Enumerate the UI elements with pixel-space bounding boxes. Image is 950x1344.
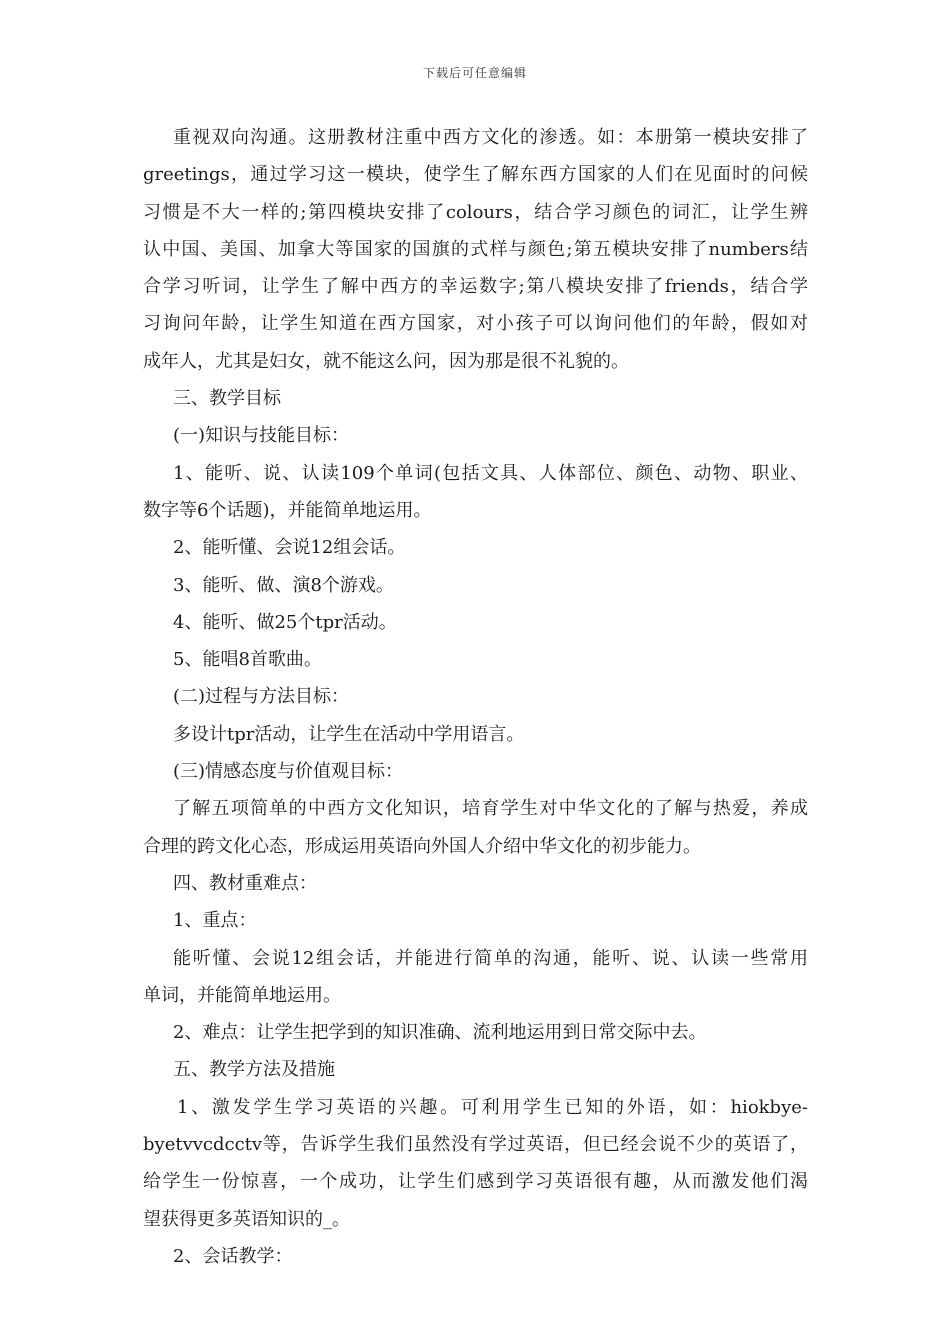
text-line: 3、能听、做、演8个游戏。	[173, 574, 394, 596]
text-line: 习惯是不大一样的;第四模块安排了colours，结合学习颜色的词汇，让学生辨	[143, 201, 808, 223]
text-line: 5、能唱8首歌曲。	[173, 649, 322, 671]
text-line: 能听懂、会说12组会话，并能进行简单的沟通，能听、说、认读一些常用	[173, 947, 808, 969]
text-line: 望获得更多英语知识的_。	[143, 1208, 350, 1230]
text-line: 合理的跨文化心态，形成运用英语向外国人介绍中华文化的初步能力。	[143, 835, 701, 857]
text-line: 合学习听词，让学生了解中西方的幸运数字;第八模块安排了friends，结合学	[143, 276, 808, 298]
text-line: 认中国、美国、加拿大等国家的国旗的式样与颜色;第五模块安排了numbers结	[143, 238, 808, 260]
text-line: 成年人，尤其是妇女，就不能这么问，因为那是很不礼貌的。	[143, 350, 629, 372]
text-line: (二)过程与方法目标：	[173, 686, 350, 708]
text-line: 四、教材重难点：	[173, 872, 317, 894]
text-line: 4、能听、做25个tpr活动。	[173, 611, 397, 633]
document-body	[143, 119, 808, 1275]
text-line: 1、激发学生学习英语的兴趣。可利用学生已知的外语，如：hiokbye-	[177, 1096, 808, 1118]
text-line: 2、能听懂、会说12组会话。	[173, 537, 406, 559]
text-line: (一)知识与技能目标：	[173, 425, 350, 447]
text-line: 数字等6个话题)，并能简单地运用。	[143, 499, 432, 521]
text-line: greetings，通过学习这一模块，使学生了解东西方国家的人们在见面时的问候	[143, 164, 808, 186]
text-line: 给学生一份惊喜，一个成功，让学生们感到学习英语很有趣，从而激发他们渴	[143, 1171, 808, 1193]
text-line: 2、难点：让学生把学到的知识准确、流利地运用到日常交际中去。	[173, 1022, 707, 1044]
text-line: 三、教学目标	[173, 388, 281, 410]
text-line: 重视双向沟通。这册教材注重中西方文化的渗透。如：本册第一模块安排了	[173, 127, 808, 148]
text-line: 单词，并能简单地运用。	[143, 984, 341, 1006]
text-line: 五、教学方法及措施	[173, 1059, 335, 1081]
text-line: 1、能听、说、认读109个单词(包括文具、人体部位、颜色、动物、职业、	[173, 462, 808, 484]
text-line: 1、重点：	[173, 910, 257, 932]
text-line: byetvvcdcctv等，告诉学生我们虽然没有学过英语，但已经会说不少的英语了，	[143, 1134, 808, 1156]
text-line: 2、会话教学：	[173, 1245, 293, 1267]
page-header: 下载后可任意编辑	[422, 66, 527, 80]
text-line: 了解五项简单的中西方文化知识，培育学生对中华文化的了解与热爱，养成	[173, 798, 808, 820]
text-line: (三)情感态度与价值观目标：	[173, 761, 404, 783]
text-line: 多设计tpr活动，让学生在活动中学用语言。	[173, 723, 525, 745]
text-line: 习询问年龄，让学生知道在西方国家，对小孩子可以询问他们的年龄，假如对	[143, 313, 808, 335]
